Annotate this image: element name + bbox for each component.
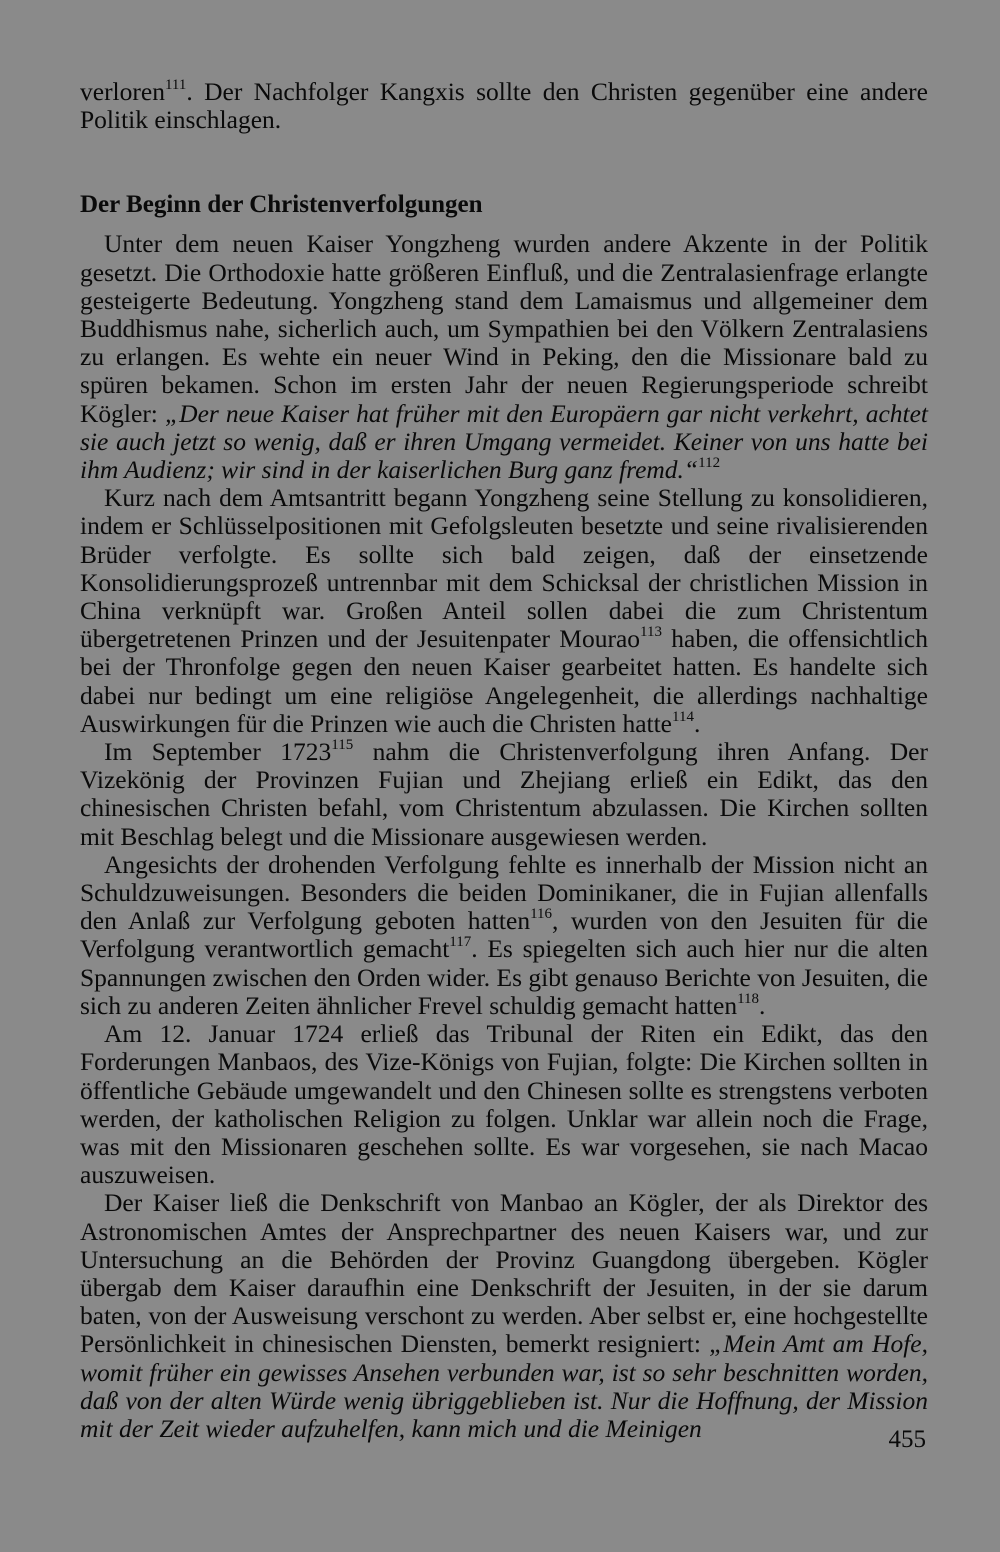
quote: „Mein Amt am Hofe, womit früher ein gewisses Ansehen verbunden war, ist so sehr beschnitten worden, daß von der alten Würde wenig übriggeblieben ist. Nur die Hoffnung, der Mission mit der Zeit wieder aufzuhelfen, kann mich und die Meinigen bbox=[80, 1329, 928, 1443]
paragraph: Am 12. Januar 1724 erließ das Tribunal der Riten ein Edikt, das den Forderungen Manbaos, des Vize-Königs von Fujian, folgte: Die Kirchen sollten in öffentliche Gebäude umgewandelt und den Chinesen sollte es strengstens verboten werden, der katholischen Religion zu folgen. Unklar war allein noch die Frage, was mit den Missionaren geschehen sollte. Es war vorgesehen, sie nach Macao auszuweisen. bbox=[80, 1019, 928, 1190]
paragraph: Im September 1723$^{115}$ nahm die Christenverfolgung ihren Anfang. Der Vizekönig der Provinzen Fujian und Zhejiang erließ ein Edikt, das den chinesischen Christen befahl, vom Christentum abzulassen. Die Kirchen sollten mit Beschlag belegt und die Missionare ausgewiesen werden. bbox=[80, 737, 928, 851]
footnote-ref: 116 bbox=[530, 906, 553, 923]
footnote-ref: 113 bbox=[640, 624, 662, 641]
paragraph: Unter dem neuen Kaiser Yongzheng wurden andere Akzente in der Politik gesetzt. Die Orthodoxie hatte größeren Einfluß, und die Zentralasienfrage erlangte gesteigerte Bedeutung. Yongzheng stand dem Lamaismus und allgemeiner dem Buddhismus nahe, sicherlich auch, um Sympathien bei den Völkern Zentralasiens zu erlangen. Es wehte ein neuer Wind in Peking, den die Missionare bald zu spüren bekamen. Schon im ersten Jahr der neuen Regierungsperiode schreibt Kögler: „Der neue Kaiser hat früher mit den Europäern gar nicht verkehrt, achtet sie auch jetzt so wenig, daß er ihren Umgang vermeidet. Keiner von uns hatte bei ihm Audienz; wir sind in der kaiserlichen Burg ganz fremd.“$^{112}$ bbox=[80, 229, 928, 485]
section-heading: Der Beginn der Christenverfolgungen bbox=[80, 191, 483, 219]
footnote-ref: 111 bbox=[164, 77, 187, 93]
footnote-ref: 115 bbox=[331, 737, 354, 754]
quote: „Der neue Kaiser hat früher mit den Europäern gar nicht verkehrt, achtet sie auch jetzt so wenig, daß er ihren Umgang vermeidet. Keiner von uns hatte bei ihm Audienz; wir sind in der kaiserlichen Burg ganz fremd.“ bbox=[80, 398, 928, 485]
paragraph: Angesichts der drohenden Verfolgung fehlte es innerhalb der Mission nicht an Schuldzuweisungen. Besonders die beiden Dominikaner, die in Fujian allenfalls den Anlaß zur Verfolgung geboten hatten$^{116}$, wurden von den Jesuiten für die Verfolgung verantwortlich gemacht$^{117}$. Es spiegelten sich auch hier nur die alten Spannungen zwischen den Orden wider. Es gibt genauso Berichte von Jesuiten, die sich zu anderen Zeiten ähnlicher Frevel schuldig gemacht hatten$^{118}$. bbox=[80, 849, 928, 1020]
body-text bbox=[80, 78, 928, 1443]
footnote-ref: 118 bbox=[737, 990, 760, 1007]
paragraph: Der Kaiser ließ die Denkschrift von Manbao an Kögler, der als Direktor des Astronomischen Amtes der Ansprechpartner des neuen Kaisers war, und zur Untersuchung an die Behörden der Provinz Guangdong übergeben. Kögler übergab dem Kaiser daraufhin eine Denkschrift der Jesuiten, in der sie darum baten, von der Ausweisung verschont zu werden. Aber selbst er, eine hochgestellte Persönlichkeit in chinesischen Diensten, bemerkt resigniert: „Mein Amt am Hofe, womit früher ein gewisses Ansehen verbunden war, ist so sehr beschnitten worden, daß von der alten Würde wenig übriggeblieben ist. Nur die Hoffnung, der Mission mit der Zeit wieder aufzuhelfen, kann mich und die Meinigen bbox=[80, 1188, 928, 1443]
footnote-ref: 114 bbox=[672, 708, 694, 725]
footnote-ref: 117 bbox=[449, 934, 472, 951]
paragraph: Kurz nach dem Amtsantritt begann Yongzheng seine Stellung zu konsolidieren, indem er Schlüsselpositionen mit Gefolgsleuten besetzte und seine rivalisierenden Brüder verfolgte. Es sollte sich bald zeigen, daß der einsetzende Konsolidierungsprozeß untrennbar mit dem Schicksal der christlichen Mission in China verknüpft war. Großen Anteil sollen dabei die zum Christentum übergetretenen Prinzen und der Jesuitenpater Mourao$^{113}$ haben, die offensichtlich bei der Thronfolge gegen den neuen Kaiser gearbeitet hatten. Es handelte sich dabei nur bedingt um eine religiöse Angelegenheit, die allerdings nachhaltige Auswirkungen für die Prinzen wie auch die Christen hatte$^{114}$. bbox=[80, 483, 928, 738]
footnote-ref: 112 bbox=[698, 455, 721, 472]
page-number: 455 bbox=[888, 1426, 926, 1453]
paragraph-continued: verloren$^{111}$. Der Nachfolger Kangxis sollte den Christen gegenüber eine andere Politik einschlagen. bbox=[80, 77, 928, 135]
